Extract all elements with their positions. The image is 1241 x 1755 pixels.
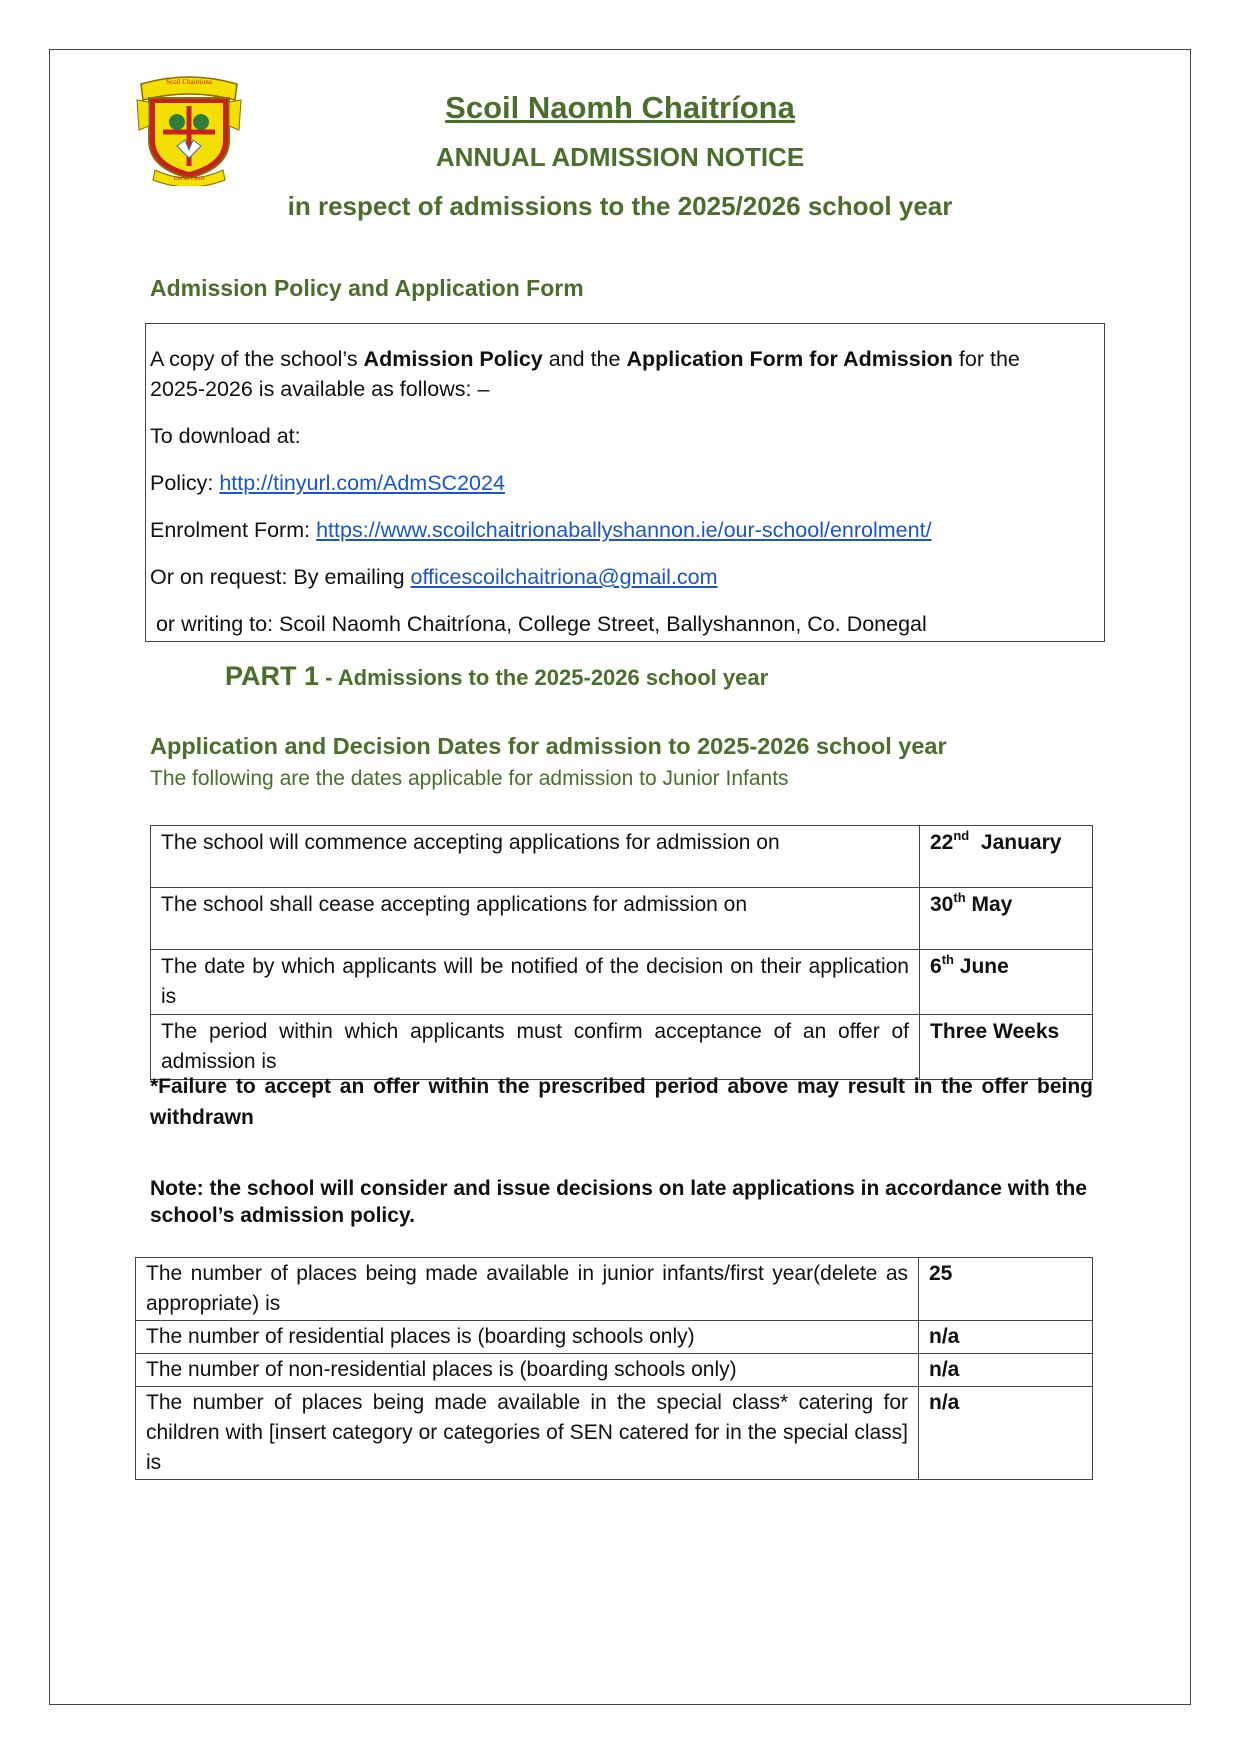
policy-intro: A copy of the school’s Admission Policy and the Application Form for Admission for the bbox=[150, 347, 1020, 371]
writing-line: or writing to: Scoil Naomh Chaitríona, College Street, Ballyshannon, Co. Donegal bbox=[150, 612, 927, 636]
form-link-line: Enrolment Form: https://www.scoilchaitrionaballyshannon.ie/our-school/enrolment/ bbox=[150, 518, 932, 542]
date-label: The period within which applicants must confirm acceptance of an offer of admission is bbox=[151, 1015, 920, 1080]
enrolment-form-link[interactable]: https://www.scoilchaitrionaballyshannon.ie/our-school/enrolment/ bbox=[316, 518, 932, 542]
date-value: 30th May bbox=[920, 888, 1093, 950]
places-value: 25 bbox=[919, 1258, 1093, 1321]
date-label: The school will commence accepting applications for admission on bbox=[151, 826, 920, 888]
places-label: The number of places being made available in the special class* catering for children with [insert category or categories of SEN catered for in the special class] is bbox=[136, 1387, 919, 1480]
places-value: n/a bbox=[919, 1354, 1093, 1387]
notice-subtitle: in respect of admissions to the 2025/2026 school year bbox=[287, 191, 953, 221]
table-row bbox=[136, 1258, 1093, 1321]
notice-title: ANNUAL ADMISSION NOTICE bbox=[435, 142, 805, 172]
download-label: To download at: bbox=[150, 424, 301, 448]
policy-box bbox=[145, 323, 1105, 642]
school-crest-logo bbox=[133, 70, 245, 186]
request-line: Or on request: By emailing officescoilchaitriona@gmail.com bbox=[150, 565, 718, 589]
places-value: n/a bbox=[919, 1387, 1093, 1480]
places-label: The number of non-residential places is (boarding schools only) bbox=[136, 1354, 919, 1387]
date-value: 6th June bbox=[920, 950, 1093, 1015]
table-row bbox=[151, 1015, 1093, 1080]
date-label: The date by which applicants will be notified of the decision on their application is bbox=[151, 950, 920, 1015]
school-name: Scoil Naomh Chaitríona bbox=[445, 90, 795, 125]
table-row bbox=[136, 1387, 1093, 1480]
dates-subheading: The following are the dates applicable for admission to Junior Infants bbox=[150, 767, 789, 790]
policy-link-line: Policy: http://tinyurl.com/AdmSC2024 bbox=[150, 471, 505, 495]
policy-intro-line2: 2025-2026 is available as follows: – bbox=[150, 377, 490, 401]
failure-note: *Failure to accept an offer within the prescribed period above may result in the offer being withdrawn bbox=[150, 1075, 1093, 1129]
dates-table bbox=[150, 825, 1093, 1080]
table-row bbox=[151, 826, 1093, 888]
table-row bbox=[136, 1321, 1093, 1354]
places-label: The number of places being made available in junior infants/first year(delete as appropriate) is bbox=[136, 1258, 919, 1321]
places-table bbox=[135, 1257, 1093, 1480]
table-row bbox=[151, 950, 1093, 1015]
email-link[interactable]: officescoilchaitriona@gmail.com bbox=[410, 565, 718, 589]
svg-text:Dia an Chúis: Dia an Chúis bbox=[173, 176, 205, 182]
date-value: 22nd January bbox=[920, 826, 1093, 888]
part1-heading bbox=[225, 661, 768, 692]
table-row bbox=[151, 888, 1093, 950]
dates-heading: Application and Decision Dates for admission to 2025-2026 school year bbox=[150, 733, 947, 759]
part1-title: - Admissions to the 2025-2026 school year bbox=[319, 665, 769, 690]
date-value: Three Weeks bbox=[920, 1015, 1093, 1080]
date-label: The school shall cease accepting applications for admission on bbox=[151, 888, 920, 950]
places-value: n/a bbox=[919, 1321, 1093, 1354]
part1-label: PART 1 bbox=[225, 661, 320, 691]
policy-heading: Admission Policy and Application Form bbox=[150, 275, 584, 301]
svg-text:Scoil Chaitríona: Scoil Chaitríona bbox=[166, 78, 212, 86]
places-label: The number of residential places is (boarding schools only) bbox=[136, 1321, 919, 1354]
policy-link[interactable]: http://tinyurl.com/AdmSC2024 bbox=[219, 471, 505, 495]
table-row bbox=[136, 1354, 1093, 1387]
late-applications-note: Note: the school will consider and issue decisions on late applications in accordance with the school’s admission policy. bbox=[150, 1177, 1088, 1227]
